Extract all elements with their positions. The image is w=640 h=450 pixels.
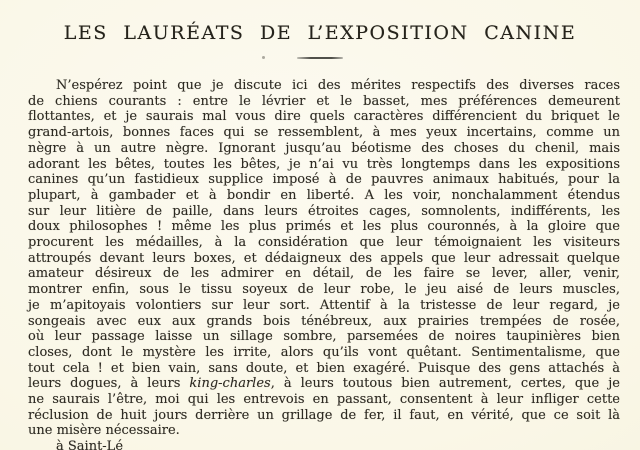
text-line: closes, dont le mystère les irrite, alors qu’ils vont quêtant. Sentimentalisme, que [28, 344, 620, 360]
text-line: réclusion de huit jours derrière un grillage de fer, il faut, en vérité, que ce soit là [28, 407, 620, 423]
text-line [28, 376, 620, 392]
page-title: LES LAURÉATS DE L’EXPOSITION CANINE [63, 22, 577, 44]
scan-speck [262, 56, 265, 59]
text-line: je m’apitoyais volontiers sur leur sort. Attentif à la tristesse de leur regard, je [28, 297, 620, 313]
text-segment: leurs dogues, à leurs [28, 376, 190, 392]
text-line: grand-artois, bonnes faces qui se ressemblent, à mes yeux incertains, comme un [28, 125, 620, 141]
text-segment: , à leurs toutous bien autrement, certes, que je [270, 376, 620, 392]
text-line: ne saurais l’être, moi qui les entrevois en passant, consentent à leur infliger cette [28, 392, 620, 408]
text-line: N’espérez point que je discute ici des mérites respectifs des diverses races [56, 78, 620, 93]
text-line: songeais avec eux aux grands bois ténébreux, aux prairies trempées de rosée, [28, 313, 620, 329]
text-line: amateur désireux de les admirer en détail, de les faire se lever, aller, venir, [28, 266, 620, 282]
text-line: tout cela ! et bien vain, sans doute, et bien exagéré. Puisque des gens attachés à [28, 360, 620, 376]
text-line: où leur passage laisse un sillage sombre, parsemées de noires taupinières bien [28, 329, 620, 345]
text-line: adorant les bêtes, toutes les bêtes, je n’ai vu très longtemps dans les expositions [28, 156, 620, 172]
text-line: attroupés devant leurs boxes, et dédaigneux des appels que leur adressait quelque [28, 250, 620, 266]
italic-term: king-charles [189, 376, 271, 392]
text-line: procurent les médailles, à la considération que leur témoignaient les visiteurs [28, 235, 620, 251]
text-line: canines qu’un fastidieux supplice imposé à de pauvres animaux habitués, pour la [28, 172, 620, 188]
clipped-next-paragraph: à Saint-Lé [56, 439, 124, 450]
text-line: nègre à un autre nègre. Ignorant jusqu’au béotisme des choses du chenil, mais [28, 140, 620, 156]
text-line: une misère nécessaire. [28, 423, 180, 439]
text-line: de chiens courants : entre le lévrier et le basset, mes préférences demeurent [28, 93, 620, 109]
text-line: sur leur litière de paille, dans leurs étroites cages, somnolents, indifférents, les [28, 203, 620, 219]
text-line: plupart, à gambader et à bondir en liberté. A les voir, nonchalamment étendus [28, 187, 620, 203]
title-divider [297, 57, 343, 59]
text-line: doux philosophes ! même les plus primés et les plus couronnés, à la gloire que [28, 219, 620, 235]
text-line: montrer enfin, sous le tissu soyeux de leur robe, le jeu aisé de leurs muscles, [28, 282, 620, 298]
text-line: flottantes, et je saurais mal vous dire quels caractères différencient du briquet le [28, 109, 620, 125]
article-body [28, 78, 620, 450]
